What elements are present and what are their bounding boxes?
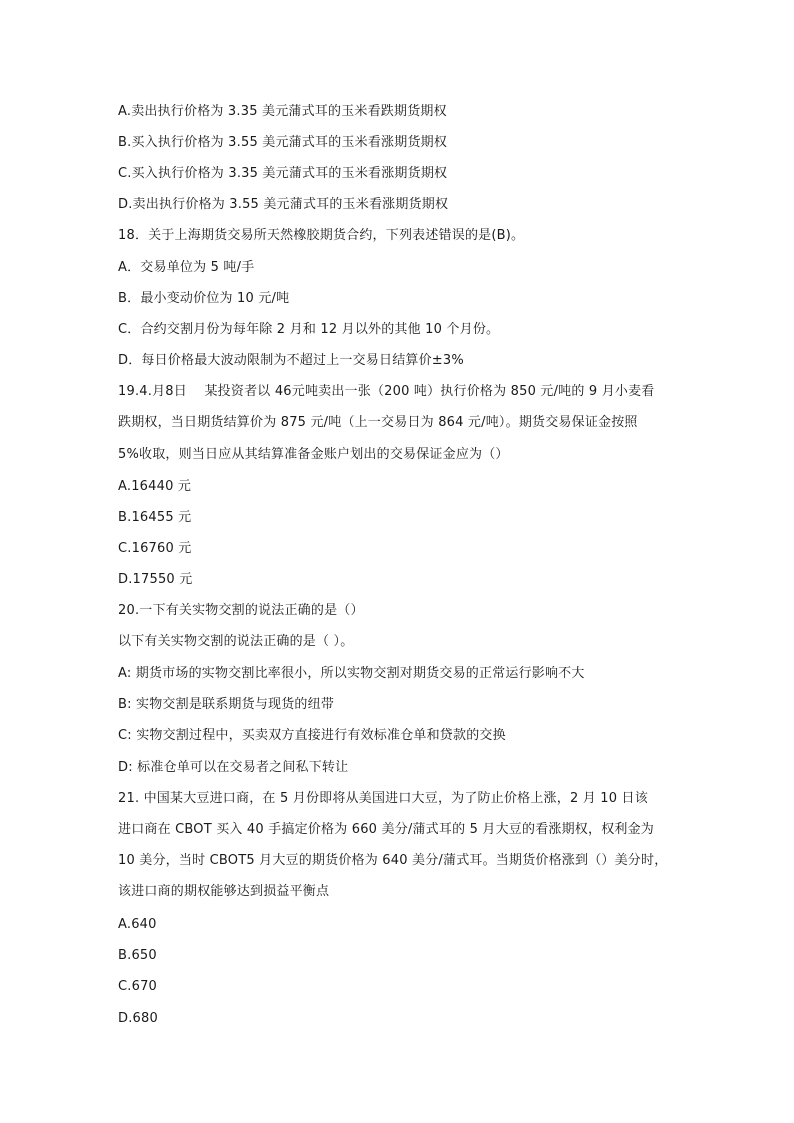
q18-option-d: D．每日价格最大波动限制为不超过上一交易日结算价±3% [118, 353, 464, 368]
q21-stem-line-2: 进口商在 CBOT 买入 40 手搞定价格为 660 美分/蒲式耳的 5 月大豆的看涨期权，权利金为 [118, 822, 655, 837]
q19-option-b: B.16455 元 [118, 510, 192, 525]
q20-stem-restated: 以下有关实物交割的说法正确的是（ ）。 [118, 634, 354, 649]
q20-option-d: D: 标准仓单可以在交易者之间私下转让 [118, 760, 349, 775]
q21-stem-line-3: 10 美分，当时 CBOT5 月大豆的期货价格为 640 美分/蒲式耳。当期货价格涨到（）美分时， [118, 853, 668, 868]
q18-stem: 18．关于上海期货交易所天然橡胶期货合约，下列表述错误的是(B)。 [118, 228, 525, 243]
q21-option-b: B.650 [118, 948, 157, 963]
q17-option-a: A.卖出执行价格为 3.35 美元蒲式耳的玉米看跌期货期权 [118, 104, 447, 119]
q20-option-b: B: 实物交割是联系期货与现货的纽带 [118, 697, 335, 712]
q18-option-a: A．交易单位为 5 吨/手 [118, 260, 255, 275]
q17-option-d: D.卖出执行价格为 3.55 美元蒲式耳的玉米看涨期货期权 [118, 197, 449, 212]
q21-option-d: D.680 [118, 1011, 158, 1026]
q21-stem-line-1: 21. 中国某大豆进口商，在 5 月份即将从美国进口大豆，为了防止价格上涨，2 月 10 日该 [118, 791, 648, 806]
q20-option-c: C: 实物交割过程中，买卖双方直接进行有效标准仓单和贷款的交换 [118, 728, 506, 743]
q19-stem-line-1: 19.4.月8日 某投资者以 46元吨卖出一张（200 吨）执行价格为 850 元/吨的 9 月小麦看 [118, 384, 655, 399]
q20-option-a: A: 期货市场的实物交割比率很小，所以实物交割对期货交易的正常运行影响不大 [118, 666, 585, 681]
q19-option-a: A.16440 元 [118, 479, 192, 494]
q21-option-c: C.670 [118, 979, 158, 994]
q19-stem-line-3: 5%收取，则当日应从其结算准备金账户划出的交易保证金应为（） [118, 447, 509, 462]
q17-option-c: C.买入执行价格为 3.35 美元蒲式耳的玉米看涨期货期权 [118, 166, 448, 181]
q18-option-c: C．合约交割月份为每年除 2 月和 12 月以外的其他 10 个月份。 [118, 322, 500, 337]
q21-option-a: A.640 [118, 917, 157, 932]
q20-stem: 20.一下有关实物交割的说法正确的是（） [118, 603, 364, 618]
q17-option-b: B.买入执行价格为 3.55 美元蒲式耳的玉米看涨期货期权 [118, 135, 448, 150]
q18-option-b: B．最小变动价位为 10 元/吨 [118, 291, 290, 306]
q21-stem-line-4: 该进口商的期权能够达到损益平衡点 [118, 884, 330, 899]
q19-stem-line-2: 跌期权，当日期货结算价为 875 元/吨（上一交易日为 864 元/吨）。期货交易保证金按照 [118, 415, 638, 430]
q19-option-c: C.16760 元 [118, 541, 192, 556]
q19-option-d: D.17550 元 [118, 572, 193, 587]
